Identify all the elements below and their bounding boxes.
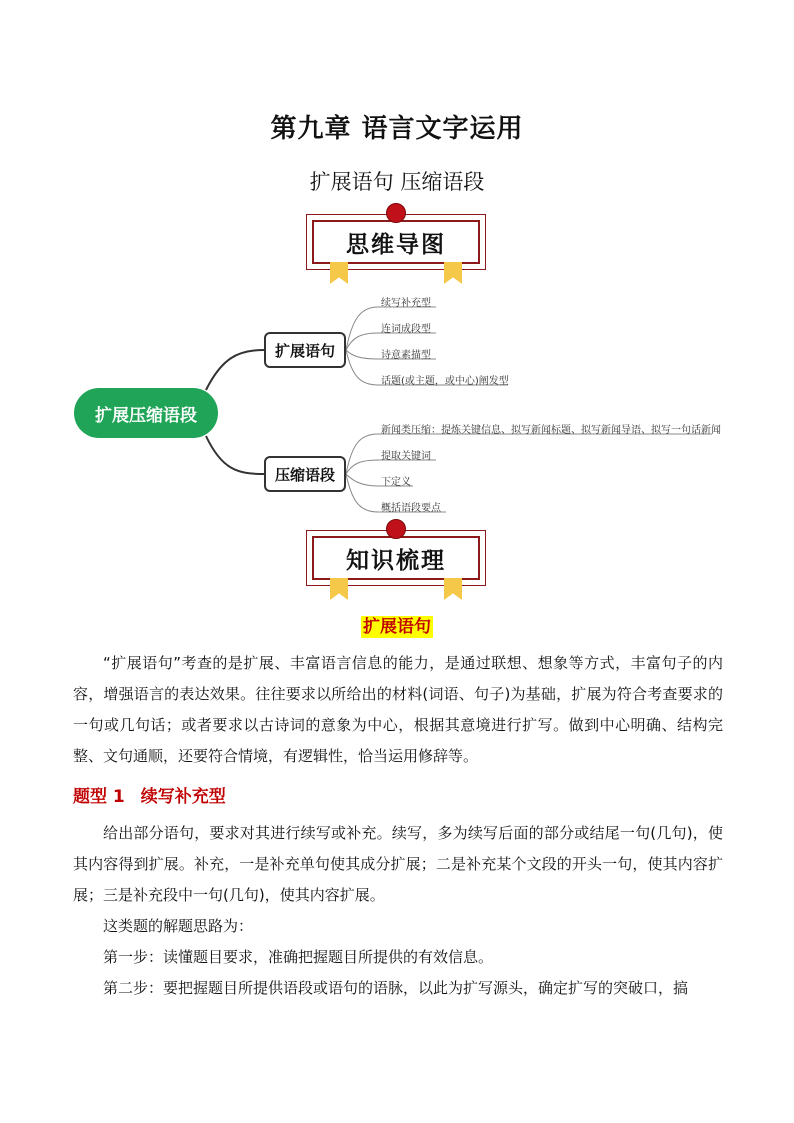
connector-compress-leaf-2 xyxy=(346,460,436,474)
ribbon-right-icon xyxy=(444,578,462,600)
section-heading-text: 扩展语句 xyxy=(363,617,431,637)
banner-pin-icon xyxy=(386,519,406,539)
type-heading xyxy=(73,782,226,807)
leaf-expand-1: 续写补充型 xyxy=(381,298,431,309)
leaf-expand-4: 话题(或主题，或中心)阐发型 xyxy=(381,376,509,387)
approach-intro: 这类题的解题思路为： xyxy=(103,917,254,935)
intro-paragraph xyxy=(73,648,723,772)
ribbon-left-icon xyxy=(330,578,348,600)
step-2: 第二步：要把握题目所提供语段或语句的语脉，以此为扩写源头，确定扩写的突破口，搞 xyxy=(103,979,689,997)
type1-paragraph: 给出部分语句，要求对其进行续写或补充。续写，多为续写后面的部分或结尾一句(几句)，使其内容得到扩展。补充，一是补充单句使其成分扩展；二是补充某个文段的开头一句，使其内容扩展；三是补充段中一句(几句)，使其内容扩展。 xyxy=(73,824,723,904)
banner-knowledge-label: 知识梳理 xyxy=(312,536,480,580)
type-number: 题型 1 xyxy=(73,787,125,807)
leaf-compress-1: 新闻类压缩：提炼关键信息、拟写新闻标题、拟写新闻导语、拟写一句话新闻 xyxy=(381,425,721,436)
mindmap-root: 扩展压缩语段 xyxy=(74,388,218,438)
banner-pin-icon xyxy=(386,203,406,223)
mind-map xyxy=(0,280,794,520)
connector-root-expand xyxy=(206,350,264,390)
intro-text: “扩展语句”考查的是扩展、丰富语言信息的能力，是通过联想、想象等方式，丰富句子的内容，增强语言的表达效果。往往要求以所给出的材料(词语、句子)为基础，扩展为符合考查要求的一句或几句话；或者要求以古诗词的意象为中心，根据其意境进行扩写。做到中心明确、结构完整、文句通顺，还要符合情境，有逻辑性，恰当运用修辞等。 xyxy=(73,654,723,765)
branch-compress: 压缩语段 xyxy=(264,456,346,492)
leaf-compress-4: 概括语段要点 xyxy=(381,503,441,514)
leaf-compress-3: 下定义 xyxy=(381,477,411,488)
branch-expand: 扩展语句 xyxy=(264,332,346,368)
leaf-expand-3: 诗意素描型 xyxy=(381,350,431,361)
banner-mindmap-label: 思维导图 xyxy=(312,220,480,264)
page-subtitle: 扩展语句 压缩语段 xyxy=(309,170,485,194)
section-heading xyxy=(0,612,794,637)
page-title: 第九章 语言文字运用 xyxy=(270,114,524,144)
banner-mindmap xyxy=(306,214,486,270)
type-name: 续写补充型 xyxy=(140,787,226,807)
connector-root-compress xyxy=(206,436,264,474)
step-1: 第一步：读懂题目要求，准确把握题目所提供的有效信息。 xyxy=(103,948,494,966)
leaf-expand-2: 连词成段型 xyxy=(381,324,431,335)
banner-knowledge xyxy=(306,530,486,586)
type1-body xyxy=(73,818,723,1004)
leaf-compress-2: 提取关键词 xyxy=(381,451,431,462)
